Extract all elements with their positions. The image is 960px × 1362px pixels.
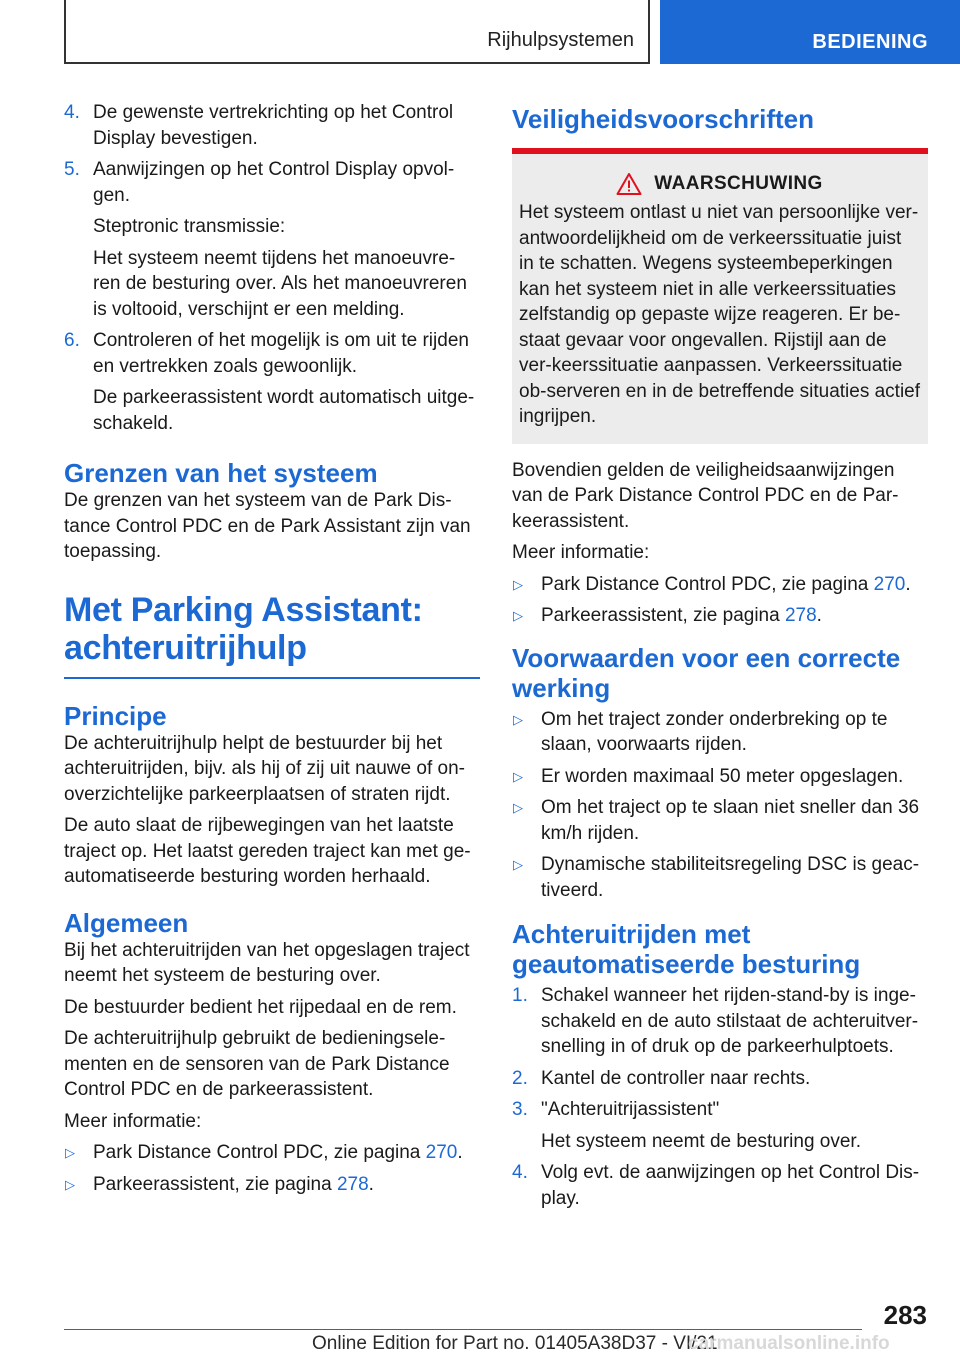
main-heading-line2: achteruitrijhulp [64, 628, 307, 667]
page-link-270[interactable]: 270 [873, 573, 906, 595]
step-number: 3. [512, 1099, 528, 1120]
heading-achteruitrijden [512, 919, 928, 979]
step-text: Volg evt. de aanwijzingen op het Control Dis-play. [541, 1162, 920, 1209]
triangle-right-icon: ▷ [513, 576, 523, 592]
step-text: Kantel de controller naar rechts. [541, 1067, 811, 1089]
condition-text: Dynamische stabiliteitsregeling DSC is geac-tiveerd. [541, 854, 920, 901]
ref-text: Parkeerassistent, zie pagina [93, 1173, 337, 1195]
list-item [512, 795, 928, 846]
page-link-278[interactable]: 278 [784, 605, 817, 626]
heading-principe: Principe [64, 700, 167, 731]
warning-triangle-icon [616, 172, 642, 196]
step-6 [64, 328, 480, 379]
page-link-270[interactable]: 270 [425, 1142, 458, 1163]
step-3-sub-text: Het systeem neemt de besturing over. [541, 1130, 861, 1152]
header-section-tab [660, 0, 960, 64]
warning-title: WAARSCHUWING [654, 173, 823, 194]
step-text: Aanwijzingen op het Control Display opvol-gen. [93, 159, 455, 206]
header-chapter-tab [64, 0, 650, 64]
algemeen-paragraph-1: Bij het achteruitrijden van het opgeslagen traject neemt het systeem de besturing over. [64, 939, 470, 986]
step-2 [512, 1066, 928, 1092]
step-number: 2. [512, 1067, 528, 1089]
list-item [512, 572, 928, 598]
step-5-sub-label: Steptronic transmissie: [93, 216, 286, 237]
bovendien-text: Bovendien gelden de veiligheidsaanwijzingen van de Park Distance Control PDC en de Par-keerassistent. [512, 459, 899, 532]
footer-watermark: carmanualsonline.info [688, 1333, 890, 1354]
triangle-right-icon: ▷ [513, 608, 523, 623]
triangle-right-icon: ▷ [513, 857, 523, 872]
heading-voorwaarden [512, 643, 928, 703]
step-text: Controleren of het mogelijk is om uit te rijden en vertrekken zoals gewoonlijk. [93, 330, 469, 377]
chapter-title: Rijhulpsystemen [487, 29, 634, 51]
condition-text: Om het traject op te slaan niet sneller dan 36 km/h rijden. [541, 797, 920, 844]
step-text: Schakel wanneer het rijden-stand-by is inge-schakeld en de auto stilstaat de achteruitver-snelling in of druk op de parkeerhulptoets. [541, 985, 919, 1057]
right-column [512, 100, 928, 1217]
heading-voorwaarden-line1: Voorwaarden voor een correcte [512, 642, 901, 673]
list-item [64, 1140, 480, 1166]
triangle-right-icon: ▷ [65, 1145, 75, 1160]
step-number: 6. [64, 330, 80, 351]
heading-voorwaarden-line2: werking [512, 672, 611, 703]
list-item [512, 852, 928, 903]
step-5-sub-text: Het systeem neemt tijdens het manoeuvre-ren de besturing over. Als het manoeuvreren is voltooid, verschijnt er een melding. [93, 247, 467, 320]
section-title: BEDIENING [812, 31, 928, 53]
condition-text: Om het traject zonder onderbreking op te slaan, voorwaarts rijden. [541, 708, 888, 755]
footer-edition: Online Edition for Part no. 01405A38D37 - VI/21 [312, 1333, 718, 1354]
grenzen-text: De grenzen van het systeem van de Park Dis-tance Control PDC en de Park Assistant zijn van toepassing. [64, 490, 471, 562]
page-number: 283 [883, 1300, 927, 1330]
step-3 [512, 1097, 928, 1123]
meer-info-label: Meer informatie: [64, 1110, 202, 1132]
triangle-right-icon: ▷ [513, 768, 523, 784]
step-number: 1. [512, 985, 528, 1006]
step-1 [512, 983, 928, 1060]
step-4 [64, 100, 480, 151]
page-link-278[interactable]: 278 [336, 1173, 369, 1195]
step-4 [512, 1160, 928, 1211]
principe-paragraph-2: De auto slaat de rijbewegingen van het laatste traject op. Het laatst gereden traject kan met ge-automatiseerde besturing worden herhaald. [64, 815, 471, 887]
step-number: 4. [512, 1162, 528, 1183]
ref-text: Park Distance Control PDC, zie pagina [93, 1142, 426, 1163]
meer-info-label: Meer informatie: [512, 542, 650, 563]
step-5 [64, 157, 480, 208]
step-text: De gewenste vertrekrichting op het Control Display bevestigen. [93, 102, 454, 149]
ref-text: Parkeerassistent, zie pagina [541, 605, 785, 626]
ref-end: . [905, 573, 911, 595]
heading-veiligheid: Veiligheidsvoorschriften [512, 104, 814, 134]
step-6-sub-text: De parkeerassistent wordt automatisch uitge-schakeld. [93, 387, 475, 434]
footer-rule [64, 1329, 862, 1330]
ref-end: . [368, 1173, 374, 1195]
ref-text: Park Distance Control PDC, zie pagina [541, 573, 874, 595]
algemeen-paragraph-2: De bestuurder bedient het rijpedaal en de rem. [64, 996, 457, 1018]
ref-end: . [457, 1142, 463, 1163]
step-number: 4. [64, 102, 80, 123]
list-item [512, 707, 928, 758]
ref-end: . [816, 605, 822, 626]
triangle-right-icon: ▷ [513, 711, 523, 727]
heading-achteruitrijden-line2: geautomatiseerde besturing [512, 949, 861, 979]
main-heading [64, 591, 480, 679]
list-item [512, 603, 928, 629]
step-text: "Achteruitrijassistent" [541, 1099, 720, 1120]
heading-achteruitrijden-line1: Achteruitrijden met [512, 919, 751, 949]
triangle-right-icon: ▷ [513, 800, 523, 815]
condition-text: Er worden maximaal 50 meter opgeslagen. [541, 765, 904, 787]
principe-paragraph-1: De achteruitrijhulp helpt de bestuurder bij het achteruitrijden, bijv. als hij of zij uit nauwe of on-overzichtelijke parkeerplaatsen of straten rijdt. [64, 732, 465, 805]
heading-grenzen: Grenzen van het systeem [64, 458, 378, 488]
algemeen-paragraph-3: De achteruitrijhulp gebruikt de bedieningsele-menten en de sensoren van de Park Distance Control PDC en de parkeerassistent. [64, 1028, 450, 1100]
list-item [512, 764, 928, 790]
list-item [64, 1172, 480, 1198]
step-number: 5. [64, 159, 80, 180]
heading-algemeen: Algemeen [64, 907, 189, 938]
warning-text: Het systeem ontlast u niet van persoonlijke ver-antwoordelijkheid om de verkeerssituatie juist in te schatten. Wegens systeembeperkingen kan het systeem niet in alle verkeerssituaties zelfstandig op gepaste wijze reageren. Er be-staat gevaar voor ongevallen. Rijstijl aan de ver-keerssituatie aanpassen. Verkeerssituatie ob-serveren en in de betreffende situaties actief ingrijpen. [519, 202, 921, 427]
left-column [64, 100, 480, 1203]
warning-box [512, 148, 928, 444]
main-heading-line1: Met Parking Assistant: [64, 590, 423, 629]
triangle-right-icon: ▷ [65, 1176, 75, 1192]
